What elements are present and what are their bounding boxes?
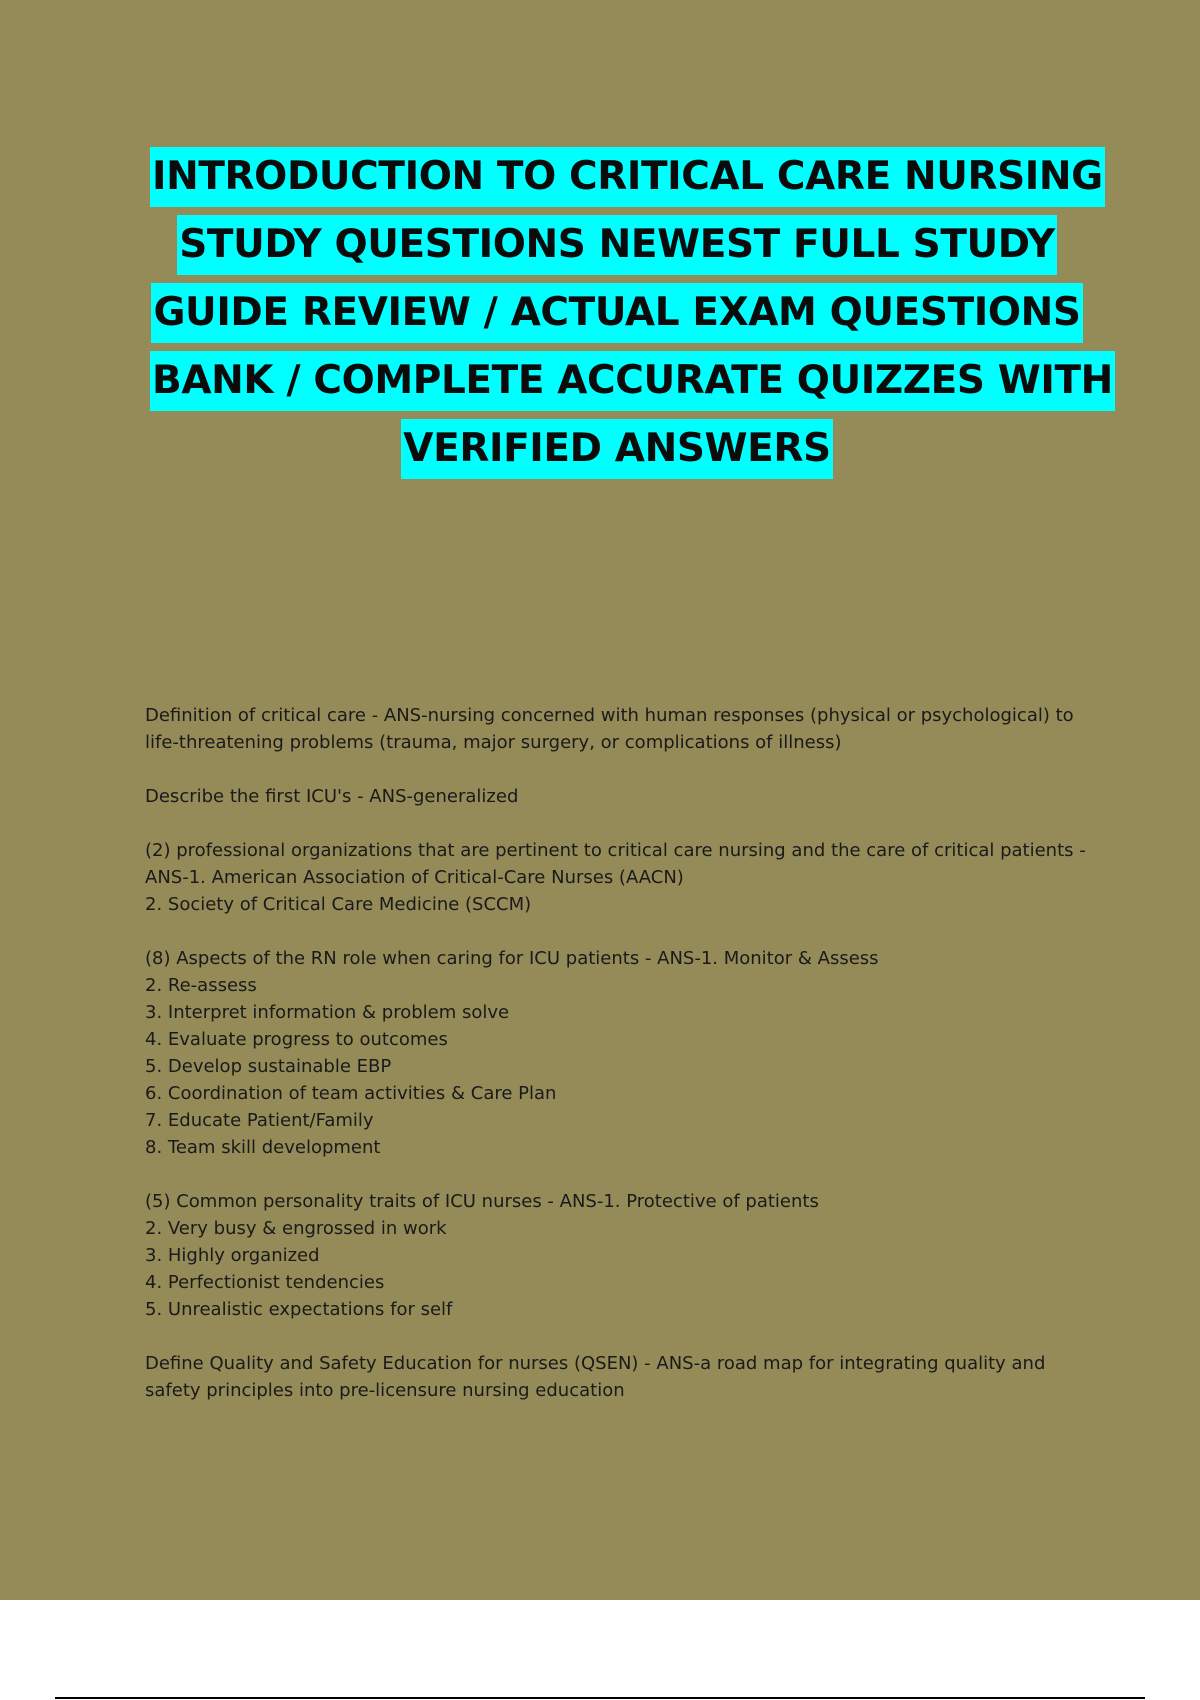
qa-line: 6. Coordination of team activities & Care Plan bbox=[145, 1083, 557, 1104]
qa-line: 2. Re-assess bbox=[145, 975, 257, 996]
qa-item bbox=[145, 837, 1085, 918]
qa-line: 2. Society of Critical Care Medicine (SCCM) bbox=[145, 894, 532, 915]
qa-line: (2) professional organizations that are pertinent to critical care nursing and the care of critical patients - bbox=[145, 840, 1086, 861]
title-line: INTRODUCTION TO CRITICAL CARE NURSING bbox=[150, 147, 1105, 207]
qa-line: (5) Common personality traits of ICU nurses - ANS-1. Protective of patients bbox=[145, 1191, 819, 1212]
title-line: STUDY QUESTIONS NEWEST FULL STUDY bbox=[177, 215, 1057, 275]
qa-line: 3. Highly organized bbox=[145, 1245, 320, 1266]
qa-line: Definition of critical care - ANS-nursing concerned with human responses (physical or psychological) to bbox=[145, 705, 1074, 726]
qa-item bbox=[145, 1188, 1085, 1323]
qa-line: 5. Develop sustainable EBP bbox=[145, 1056, 392, 1077]
qa-line: 4. Evaluate progress to outcomes bbox=[145, 1029, 448, 1050]
qa-line: Define Quality and Safety Education for nurses (QSEN) - ANS-a road map for integrating quality and bbox=[145, 1353, 1046, 1374]
qa-line: 4. Perfectionist tendencies bbox=[145, 1272, 385, 1293]
qa-item bbox=[145, 783, 1085, 810]
qa-list bbox=[145, 702, 1085, 1431]
qa-line: ANS-1. American Association of Critical-Care Nurses (AACN) bbox=[145, 867, 684, 888]
qa-line: (8) Aspects of the RN role when caring for ICU patients - ANS-1. Monitor & Assess bbox=[145, 948, 879, 969]
qa-line: 8. Team skill development bbox=[145, 1137, 381, 1158]
footer-divider bbox=[55, 1697, 1145, 1699]
qa-line: safety principles into pre-licensure nursing education bbox=[145, 1380, 625, 1401]
qa-line: life-threatening problems (trauma, major surgery, or complications of illness) bbox=[145, 732, 842, 753]
qa-line: 5. Unrealistic expectations for self bbox=[145, 1299, 453, 1320]
qa-item bbox=[145, 702, 1085, 756]
title-line: VERIFIED ANSWERS bbox=[401, 419, 832, 479]
qa-line: 2. Very busy & engrossed in work bbox=[145, 1218, 447, 1239]
document-title bbox=[150, 143, 1113, 483]
qa-item bbox=[145, 1350, 1085, 1404]
qa-line: 3. Interpret information & problem solve bbox=[145, 1002, 510, 1023]
qa-item bbox=[145, 945, 1085, 1161]
qa-line: 7. Educate Patient/Family bbox=[145, 1110, 374, 1131]
qa-line: Describe the first ICU's - ANS-generalized bbox=[145, 786, 519, 807]
title-line: GUIDE REVIEW / ACTUAL EXAM QUESTIONS bbox=[151, 283, 1082, 343]
title-line: BANK / COMPLETE ACCURATE QUIZZES WITH bbox=[150, 351, 1115, 411]
